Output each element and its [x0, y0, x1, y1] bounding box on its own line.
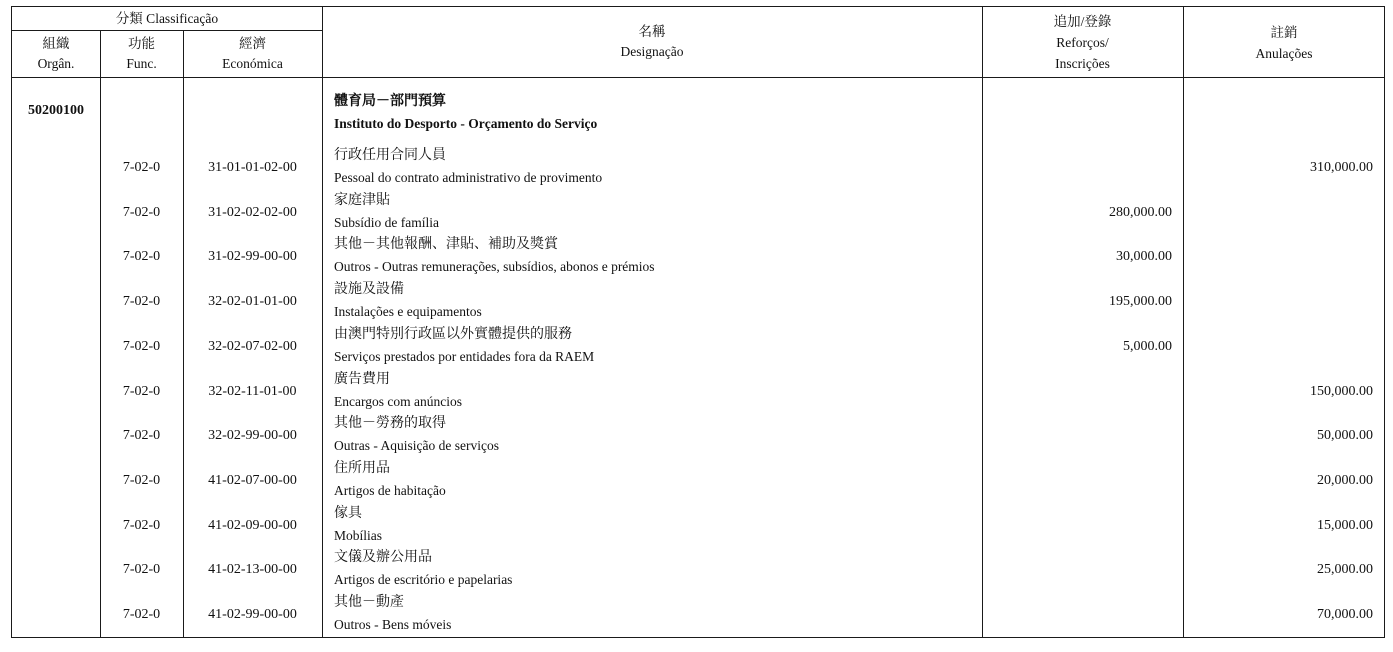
- organ-code: 50200100: [28, 103, 84, 118]
- row-designation-pt: Artigos de habitação: [334, 482, 446, 498]
- divider-econ-designation: [322, 7, 323, 637]
- divider-reforco-anulacao: [1183, 7, 1184, 637]
- row-econ: 41-02-09-00-00: [208, 517, 297, 533]
- row-func: 7-02-0: [122, 294, 161, 310]
- row-econ: 32-02-07-02-00: [208, 338, 297, 354]
- header-reforco-zh: 追加/登錄: [1053, 14, 1112, 29]
- row-anulacao: 150,000.00: [1310, 383, 1373, 399]
- header-reforco-pt2: Inscrições: [1055, 56, 1110, 71]
- section-title-zh: 體育局－部門預算: [334, 94, 446, 109]
- header-func-pt: Func.: [126, 56, 157, 71]
- row-designation-zh: 傢具: [334, 505, 362, 521]
- header-classification: 分類 Classificação: [115, 11, 219, 26]
- row-func: 7-02-0: [122, 472, 161, 488]
- row-anulacao: 20,000.00: [1317, 472, 1373, 488]
- row-func: 7-02-0: [122, 428, 161, 444]
- row-anulacao: 310,000.00: [1310, 160, 1373, 175]
- row-designation-pt: Pessoal do contrato administrativo de provimento: [334, 170, 603, 185]
- row-econ: 41-02-13-00-00: [208, 562, 297, 578]
- header-designation-pt: Designação: [620, 44, 684, 59]
- row-reforco: 280,000.00: [1109, 204, 1172, 220]
- row-designation-pt: Artigos de escritório e papelarias: [334, 572, 513, 588]
- row-econ: 31-01-01-02-00: [208, 160, 297, 175]
- row-designation-pt: Outros - Outras remunerações, subsídios, abonos e prémios: [334, 259, 655, 275]
- header-econ-pt: Económica: [222, 56, 283, 71]
- row-anulacao: 25,000.00: [1317, 562, 1373, 578]
- row-func: 7-02-0: [122, 562, 161, 578]
- row-func: 7-02-0: [122, 338, 161, 354]
- row-designation-pt: Encargos com anúncios: [334, 393, 462, 409]
- row-designation-pt: Outras - Aquisição de serviços: [334, 438, 499, 454]
- row-anulacao: 50,000.00: [1317, 428, 1373, 444]
- row-designation-zh: 其他－勞務的取得: [334, 416, 446, 432]
- row-func: 7-02-0: [122, 517, 161, 533]
- header-anulacao-zh: 註銷: [1270, 25, 1298, 40]
- row-func: 7-02-0: [122, 607, 161, 622]
- row-designation-pt: Subsídio de família: [334, 214, 439, 230]
- row-func: 7-02-0: [122, 204, 161, 220]
- row-func: 7-02-0: [122, 383, 161, 399]
- budget-table: [11, 6, 1385, 638]
- row-reforco: 5,000.00: [1123, 338, 1172, 354]
- header-func-zh: 功能: [128, 36, 155, 51]
- row-designation-zh: 行政任用合同人員: [334, 148, 446, 163]
- row-econ: 32-02-01-01-00: [208, 294, 297, 310]
- row-reforco: 30,000.00: [1116, 249, 1172, 265]
- row-designation-zh: 設施及設備: [334, 282, 404, 298]
- row-anulacao: 15,000.00: [1317, 517, 1373, 533]
- row-designation-pt: Outros - Bens móveis: [334, 617, 452, 632]
- header-designation-zh: 名稱: [638, 24, 666, 39]
- header-econ-zh: 經濟: [239, 36, 266, 51]
- divider-organ-func: [100, 30, 101, 637]
- divider-designation-reforco: [982, 7, 983, 637]
- row-designation-zh: 家庭津貼: [334, 192, 390, 208]
- row-econ: 32-02-11-01-00: [208, 383, 297, 399]
- row-designation-zh: 廣告費用: [334, 371, 390, 387]
- section-title-pt: Instituto do Desporto - Orçamento do Serviço: [334, 116, 598, 131]
- row-func: 7-02-0: [122, 160, 161, 175]
- divider-classification: [12, 30, 322, 31]
- row-anulacao: 70,000.00: [1317, 607, 1373, 622]
- header-reforco-pt1: Reforços/: [1056, 35, 1109, 50]
- row-designation-zh: 住所用品: [334, 460, 390, 476]
- row-designation-pt: Instalações e equipamentos: [334, 304, 482, 320]
- row-designation-zh: 其他－動產: [334, 595, 404, 610]
- row-designation-zh: 其他－其他報酬、津貼、補助及獎賞: [334, 237, 558, 253]
- row-econ: 31-02-99-00-00: [208, 249, 297, 265]
- row-designation-zh: 由澳門特別行政區以外實體提供的服務: [334, 326, 572, 342]
- row-econ: 32-02-99-00-00: [208, 428, 297, 444]
- row-econ: 41-02-07-00-00: [208, 472, 297, 488]
- divider-func-econ: [183, 30, 184, 637]
- row-designation-pt: Mobílias: [334, 527, 383, 543]
- row-econ: 41-02-99-00-00: [208, 607, 297, 622]
- row-econ: 31-02-02-02-00: [208, 204, 297, 220]
- row-reforco: 195,000.00: [1109, 294, 1172, 310]
- header-organ-zh: 組織: [42, 36, 70, 51]
- row-designation-pt: Serviços prestados por entidades fora da RAEM: [334, 348, 595, 364]
- row-designation-zh: 文儀及辦公用品: [334, 550, 432, 566]
- header-organ-pt: Orgân.: [37, 56, 75, 71]
- divider-header-body: [12, 77, 1384, 78]
- header-anulacao-pt: Anulações: [1255, 46, 1313, 61]
- row-func: 7-02-0: [122, 249, 161, 265]
